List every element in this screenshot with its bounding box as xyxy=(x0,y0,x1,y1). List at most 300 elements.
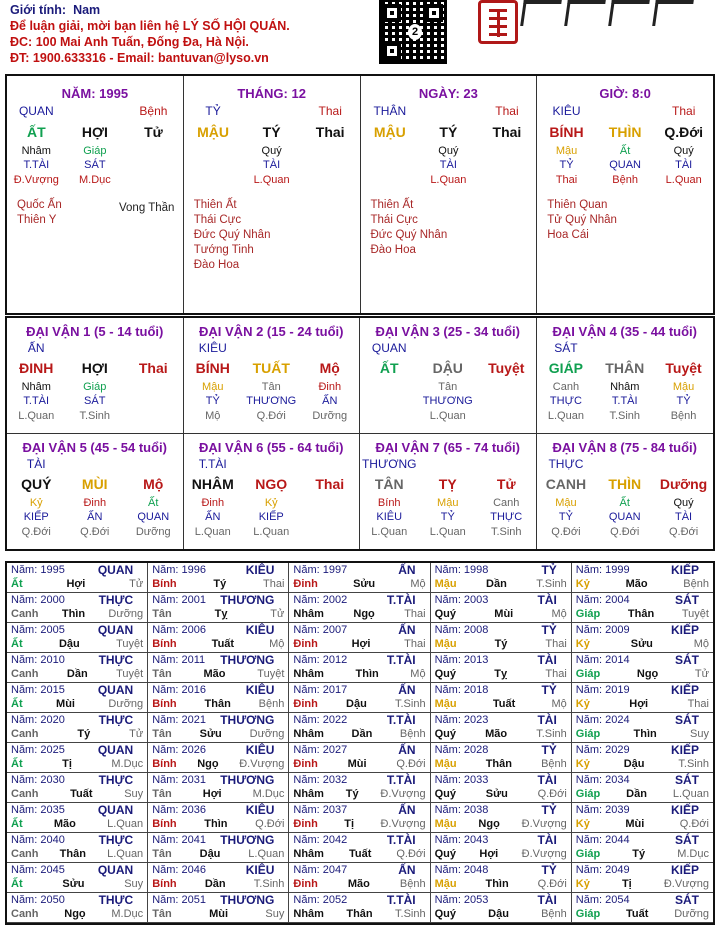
year-ten-god: KIẾP xyxy=(670,743,699,757)
year-stem: Canh xyxy=(11,728,39,740)
year-branch: Tuất xyxy=(492,698,516,710)
year-cell xyxy=(572,653,713,683)
year-branch: Sửu xyxy=(630,638,653,650)
year-number: Năm: 1998 xyxy=(434,564,489,576)
cell-text: KIẾP xyxy=(23,510,49,523)
cell-text: TÀI xyxy=(675,510,693,523)
year-stem: Canh xyxy=(11,848,39,860)
cell-text xyxy=(301,174,360,190)
year-stem: Giáp xyxy=(575,608,601,620)
year-ten-god: ẤN xyxy=(398,863,416,877)
year-ten-god: TÀI xyxy=(537,713,557,727)
year-ten-god: T.TÀI xyxy=(386,833,416,847)
year-stage: Mộ xyxy=(551,698,567,710)
year-stage: Bệnh xyxy=(541,908,567,920)
cell-text xyxy=(66,457,125,476)
cell-text: ẤN xyxy=(87,510,103,523)
year-number: Năm: 2000 xyxy=(11,594,65,606)
year-branch: Tị xyxy=(62,758,72,770)
cell-text xyxy=(301,341,360,360)
cell-text xyxy=(477,381,536,395)
year-stage: Dưỡng xyxy=(249,728,285,740)
year-ten-god: QUAN xyxy=(97,683,134,697)
cell-text: Thai xyxy=(555,174,578,186)
dai-van-cell xyxy=(360,434,537,550)
cell-text: Bính xyxy=(377,496,401,509)
year-stage: Mộ xyxy=(551,608,567,620)
year-branch: Mùi xyxy=(494,608,514,620)
year-cell xyxy=(572,833,713,863)
year-cell xyxy=(431,863,572,893)
year-number: Năm: 2043 xyxy=(434,834,489,846)
dai-van-cell xyxy=(7,434,184,550)
contact-line: Để luận giải, mời bạn liên hệ LÝ SỐ HỘI QUÁN. xyxy=(10,19,290,33)
year-branch: Hợi xyxy=(66,578,86,590)
year-number: Năm: 2021 xyxy=(152,714,206,726)
year-stage: T.Sinh xyxy=(395,908,426,920)
year-stage: Đ.Vượng xyxy=(521,818,567,830)
year-number: Năm: 2039 xyxy=(575,804,630,816)
year-stem: Nhâm xyxy=(293,728,324,740)
year-stem: Đinh xyxy=(293,698,318,710)
pillar-column xyxy=(537,76,713,313)
cell-text xyxy=(184,145,243,159)
cell-text: CANH xyxy=(545,475,587,492)
year-ten-god: ẤN xyxy=(398,803,416,817)
cell-text: THƯƠNG xyxy=(246,395,297,407)
cell-text: Dưỡng xyxy=(312,410,348,422)
year-branch: Tuất xyxy=(70,788,93,800)
year-cell xyxy=(148,563,289,593)
year-branch: Tuất xyxy=(626,908,649,920)
pillar-column xyxy=(361,76,538,313)
year-stem: Đinh xyxy=(293,818,318,830)
cell-text: HỢI xyxy=(81,360,108,376)
dai-van-cell xyxy=(360,318,537,434)
year-stem: Nhâm xyxy=(293,848,324,860)
pillar-title: NĂM: 1995 xyxy=(61,86,129,101)
pillar-column xyxy=(7,76,184,313)
year-ten-god: SÁT xyxy=(674,653,699,667)
year-number: Năm: 2027 xyxy=(293,744,348,756)
cell-text: Thai xyxy=(672,104,696,118)
year-stem: Đinh xyxy=(293,878,318,890)
year-number: Năm: 2009 xyxy=(575,624,630,636)
cell-text xyxy=(478,145,537,159)
year-cell xyxy=(572,683,713,713)
year-branch: Mão xyxy=(203,668,226,680)
year-stage: Tử xyxy=(129,728,144,740)
cell-text: TỴ xyxy=(438,475,457,492)
year-ten-god: KIÊU xyxy=(245,563,275,577)
pillar-stars: Thiên Quan Tử Quý Nhân Hoa Cái xyxy=(547,199,617,241)
year-branch: Ngọ xyxy=(636,668,659,680)
cell-text: SÁT xyxy=(84,395,106,407)
year-ten-god: TỶ xyxy=(541,803,557,817)
year-stem: Giáp xyxy=(575,668,601,680)
year-branch: Tý xyxy=(213,578,227,590)
pillar-title: NGÀY: 23 xyxy=(418,86,478,101)
year-stem: Tân xyxy=(152,728,172,740)
year-ten-god: THỰC xyxy=(98,773,134,787)
pillar-stars: Thiên Ất Thái Cực Đức Quý Nhân Tướng Tinh Đào Hoa xyxy=(193,199,271,271)
year-number: Năm: 2035 xyxy=(11,804,65,816)
year-ten-god: KIÊU xyxy=(245,803,275,817)
year-stem: Kỷ xyxy=(575,578,590,590)
year-cell xyxy=(572,893,713,923)
year-number: Năm: 2017 xyxy=(293,684,348,696)
year-number: Năm: 2004 xyxy=(575,594,630,606)
year-branch: Dần xyxy=(351,728,373,740)
year-stage: Thai xyxy=(545,668,567,680)
qr-code[interactable] xyxy=(379,0,447,64)
year-cell xyxy=(289,593,430,623)
cell-text: L.Quan xyxy=(194,525,231,538)
cell-text xyxy=(595,457,654,476)
year-number: Năm: 2028 xyxy=(434,744,489,756)
year-cell xyxy=(7,623,148,653)
year-stem: Nhâm xyxy=(293,908,324,920)
cell-text xyxy=(124,395,183,410)
cell-text xyxy=(361,145,420,159)
cell-text: L.Quan xyxy=(430,174,467,186)
year-stage: T.Sinh xyxy=(678,758,709,770)
year-stage: Đ.Vượng xyxy=(380,818,426,830)
year-stem: Canh xyxy=(11,668,39,680)
year-stage: Q.Đới xyxy=(396,848,426,860)
year-number: Năm: 2018 xyxy=(434,684,489,696)
cell-text: QUÝ xyxy=(21,475,52,492)
year-branch: Tỵ xyxy=(214,608,228,620)
cell-text: Tuyệt xyxy=(665,360,702,376)
year-branch: Mão xyxy=(485,728,508,740)
year-stem: Quý xyxy=(434,728,456,740)
year-number: Năm: 2008 xyxy=(434,624,489,636)
cell-text: NHÂM xyxy=(191,475,234,492)
year-number: Năm: 2048 xyxy=(434,864,489,876)
year-number: Năm: 2047 xyxy=(293,864,348,876)
year-ten-god: QUAN xyxy=(97,803,134,817)
cell-text: L.Quan xyxy=(253,174,290,186)
year-stage: Tuyệt xyxy=(257,668,285,680)
cell-text: Quý xyxy=(673,496,694,509)
year-branch: Dậu xyxy=(488,908,509,920)
cell-text: Thai xyxy=(495,104,519,118)
year-cell xyxy=(431,623,572,653)
cell-text: Thai xyxy=(315,475,345,492)
year-cell xyxy=(572,743,713,773)
year-ten-god: KIÊU xyxy=(245,863,275,877)
year-cell xyxy=(431,893,572,923)
cell-text: Tuyệt xyxy=(488,360,525,376)
qr-center-label: 2 xyxy=(408,24,422,40)
year-ten-god: KIẾP xyxy=(670,863,699,877)
year-branch: Hợi xyxy=(351,638,371,650)
year-cell xyxy=(7,803,148,833)
year-ten-god: QUAN xyxy=(97,563,134,577)
year-stage: Q.Đới xyxy=(537,788,567,800)
year-stem: Tân xyxy=(152,788,172,800)
year-branch: Mùi xyxy=(625,818,645,830)
year-stem: Quý xyxy=(434,668,456,680)
cell-text: Tử xyxy=(144,124,163,140)
year-number: Năm: 2031 xyxy=(152,774,206,786)
year-number: Năm: 2023 xyxy=(434,714,489,726)
cell-text xyxy=(124,381,183,395)
year-ten-god: SÁT xyxy=(674,773,699,787)
year-stem: Bính xyxy=(152,818,177,830)
year-stage: Q.Đới xyxy=(396,758,426,770)
cell-text xyxy=(301,497,360,511)
cell-text: QUAN xyxy=(371,341,407,355)
year-ten-god: TÀI xyxy=(537,833,557,847)
cell-text: Mộ xyxy=(143,475,164,492)
cell-text: Thai xyxy=(318,104,342,118)
cell-text: Mậu xyxy=(437,496,459,509)
cell-text: SÁT xyxy=(554,341,578,355)
cell-text: Mậu xyxy=(555,145,578,157)
cell-text: ẤN xyxy=(27,341,45,355)
year-stage: Dưỡng xyxy=(674,908,709,920)
dai-van-title: ĐẠI VẬN 5 (45 - 54 tuổi) xyxy=(22,439,167,455)
year-stem: Đinh xyxy=(293,758,318,770)
cell-text: MÙI xyxy=(81,475,108,492)
year-branch: Tý xyxy=(632,848,646,860)
cell-text: TỶ xyxy=(205,395,220,407)
cell-text: Canh xyxy=(493,496,520,509)
cell-text: TUẤT xyxy=(252,360,290,376)
cell-text: L.Quan xyxy=(429,410,466,422)
year-cell xyxy=(431,803,572,833)
year-stage: Thai xyxy=(262,578,285,590)
year-ten-god: TỶ xyxy=(541,623,557,637)
year-stem: Bính xyxy=(152,578,177,590)
year-cell xyxy=(148,833,289,863)
year-cell xyxy=(289,563,430,593)
year-stage: Q.Đới xyxy=(537,878,567,890)
cell-text: TÀI xyxy=(263,159,281,171)
year-stem: Mậu xyxy=(434,698,457,710)
year-stem: Giáp xyxy=(575,908,601,920)
year-cell xyxy=(289,623,430,653)
year-branch: Tý xyxy=(77,728,91,740)
year-stem: Ất xyxy=(11,758,23,770)
year-branch: Thìn xyxy=(633,728,657,740)
year-stage: Suy xyxy=(124,788,144,800)
year-stage: Mộ xyxy=(269,638,285,650)
year-number: Năm: 2014 xyxy=(575,654,630,666)
cell-text xyxy=(595,341,654,360)
year-branch: Dậu xyxy=(623,758,645,770)
year-number: Năm: 2037 xyxy=(293,804,348,816)
year-stem: Đinh xyxy=(293,578,318,590)
year-cell xyxy=(7,653,148,683)
year-stage: Thai xyxy=(687,698,709,710)
year-stage: Bệnh xyxy=(399,728,426,740)
cell-text: KIÊU xyxy=(198,341,227,355)
year-branch: Thìn xyxy=(355,668,379,680)
cell-text: THÂN xyxy=(373,104,407,118)
cell-text: HỢI xyxy=(81,124,108,140)
year-stem: Nhâm xyxy=(293,668,324,680)
year-ten-god: T.TÀI xyxy=(386,653,416,667)
year-stage: M.Dục xyxy=(111,908,144,920)
year-cell xyxy=(431,563,572,593)
cell-text: Bệnh xyxy=(670,410,697,422)
cell-text: T.Sinh xyxy=(609,410,641,422)
cell-text: T.Sinh xyxy=(79,410,111,422)
year-ten-god: T.TÀI xyxy=(386,593,416,607)
year-branch: Sửu xyxy=(353,578,376,590)
cell-text: T.TÀI xyxy=(611,395,638,407)
cell-text: T.TÀI xyxy=(23,159,50,171)
cell-text: TỶ xyxy=(440,510,455,523)
year-stem: Giáp xyxy=(575,848,601,860)
year-stage: Tử xyxy=(129,578,144,590)
cell-text: TÀI xyxy=(675,159,693,171)
year-ten-god: TỶ xyxy=(541,863,557,877)
year-stem: Mậu xyxy=(434,758,457,770)
year-cell xyxy=(572,593,713,623)
year-branch: Thìn xyxy=(485,878,509,890)
year-branch: Dậu xyxy=(58,638,80,650)
cell-text: Bệnh xyxy=(139,104,168,118)
cell-text: ĐINH xyxy=(19,360,54,376)
year-stem: Mậu xyxy=(434,878,457,890)
cell-text: Q.Đới xyxy=(551,525,581,538)
year-branch: Thân xyxy=(59,848,86,860)
year-cell xyxy=(431,593,572,623)
year-ten-god: THỰC xyxy=(98,833,134,847)
year-number: Năm: 2045 xyxy=(11,864,65,876)
year-number: Năm: 1997 xyxy=(293,564,348,576)
year-number: Năm: 2036 xyxy=(152,804,206,816)
year-stem: Ất xyxy=(11,578,23,590)
cell-text: Tân xyxy=(438,381,458,393)
year-ten-god: QUAN xyxy=(97,623,134,637)
year-branch: Tị xyxy=(621,878,632,890)
year-number: Năm: 2044 xyxy=(575,834,630,846)
cell-text: THỰC xyxy=(549,395,582,407)
cell-text: Tân xyxy=(261,381,281,393)
cell-text: ẤT xyxy=(26,124,46,140)
cell-text: ẤT xyxy=(379,360,399,376)
cell-text: Dưỡng xyxy=(135,525,171,538)
cell-text xyxy=(477,341,536,360)
cell-text: SÁT xyxy=(84,159,106,171)
year-branch: Mùi xyxy=(209,908,229,920)
year-cell xyxy=(7,833,148,863)
year-cell xyxy=(148,713,289,743)
cell-text: Ất xyxy=(619,145,631,157)
year-stage: Thai xyxy=(545,638,567,650)
year-ten-god: ẤN xyxy=(398,683,416,697)
cell-text: Nhâm xyxy=(21,145,51,157)
gender-value: Nam xyxy=(73,3,101,17)
dai-van-cell xyxy=(537,318,714,434)
year-stem: Bính xyxy=(152,758,177,770)
cell-text xyxy=(301,159,360,174)
year-ten-god: TÀI xyxy=(537,593,557,607)
year-ten-god: TÀI xyxy=(537,653,557,667)
year-number: Năm: 2005 xyxy=(11,624,65,636)
dai-van-grid xyxy=(5,316,715,551)
cell-text: THÌN xyxy=(608,475,642,492)
dai-van-cell xyxy=(537,434,714,550)
cell-text: KIÊU xyxy=(376,510,403,523)
year-ten-god: TỶ xyxy=(541,743,557,757)
year-stem: Kỷ xyxy=(575,698,590,710)
year-branch: Hợi xyxy=(629,698,649,710)
year-cell xyxy=(7,683,148,713)
address-line: ĐC: 100 Mai Anh Tuấn, Đống Đa, Hà Nội. xyxy=(10,35,249,49)
year-stem: Quý xyxy=(434,608,456,620)
dai-van-title: ĐẠI VẬN 7 (65 - 74 tuổi) xyxy=(375,439,520,455)
year-stem: Nhâm xyxy=(293,788,324,800)
year-stage: Bệnh xyxy=(258,698,285,710)
year-stage: L.Quan xyxy=(248,848,285,860)
year-stage: Bệnh xyxy=(683,578,709,590)
cell-text xyxy=(419,457,478,476)
year-ten-god: ẤN xyxy=(398,623,416,637)
year-ten-god: QUAN xyxy=(97,863,134,877)
year-number: Năm: 2001 xyxy=(152,594,206,606)
year-number: Năm: 2033 xyxy=(434,774,489,786)
year-number: Năm: 2029 xyxy=(575,744,630,756)
gender-label: Giới tính: xyxy=(10,3,67,17)
year-cell xyxy=(7,773,148,803)
cell-text: QUAN xyxy=(18,104,54,118)
cell-text: Nhâm xyxy=(21,381,51,393)
year-branch: Mão xyxy=(53,818,76,830)
year-branch: Tuất xyxy=(348,848,372,860)
year-stage: T.Sinh xyxy=(253,878,285,890)
cell-text xyxy=(478,174,537,190)
year-stage: Suy xyxy=(124,878,144,890)
cell-text xyxy=(654,341,713,360)
cell-text: Đinh xyxy=(318,381,342,393)
year-branch: Dậu xyxy=(346,698,367,710)
cell-text xyxy=(66,341,125,360)
year-stage: L.Quan xyxy=(107,848,144,860)
year-ten-god: KIẾP xyxy=(670,683,699,697)
year-stage: M.Dục xyxy=(677,848,709,860)
year-cell xyxy=(572,773,713,803)
year-stage: Dưỡng xyxy=(108,608,144,620)
year-stem: Kỷ xyxy=(575,878,590,890)
year-stem: Mậu xyxy=(434,638,457,650)
year-branch: Sửu xyxy=(62,878,85,890)
year-cell xyxy=(148,863,289,893)
cell-text xyxy=(478,159,537,174)
cell-text: TÝ xyxy=(439,124,458,140)
cell-text xyxy=(360,395,419,410)
year-number: Năm: 2046 xyxy=(152,864,206,876)
cell-text: TỶ xyxy=(676,395,691,407)
qr-finder xyxy=(383,4,401,22)
year-ten-god: KIẾP xyxy=(670,623,699,637)
year-branch: Thìn xyxy=(204,818,228,830)
year-ten-god: ẤN xyxy=(398,743,416,757)
year-number: Năm: 2002 xyxy=(293,594,348,606)
year-number: Năm: 2050 xyxy=(11,894,65,906)
year-stage: Tuyệt xyxy=(116,638,144,650)
year-stem: Canh xyxy=(11,908,39,920)
cell-text: Quý xyxy=(673,145,694,157)
year-stage: Tử xyxy=(694,668,709,680)
year-branch: Mùi xyxy=(56,698,75,710)
cell-text: TÀI xyxy=(439,159,457,171)
